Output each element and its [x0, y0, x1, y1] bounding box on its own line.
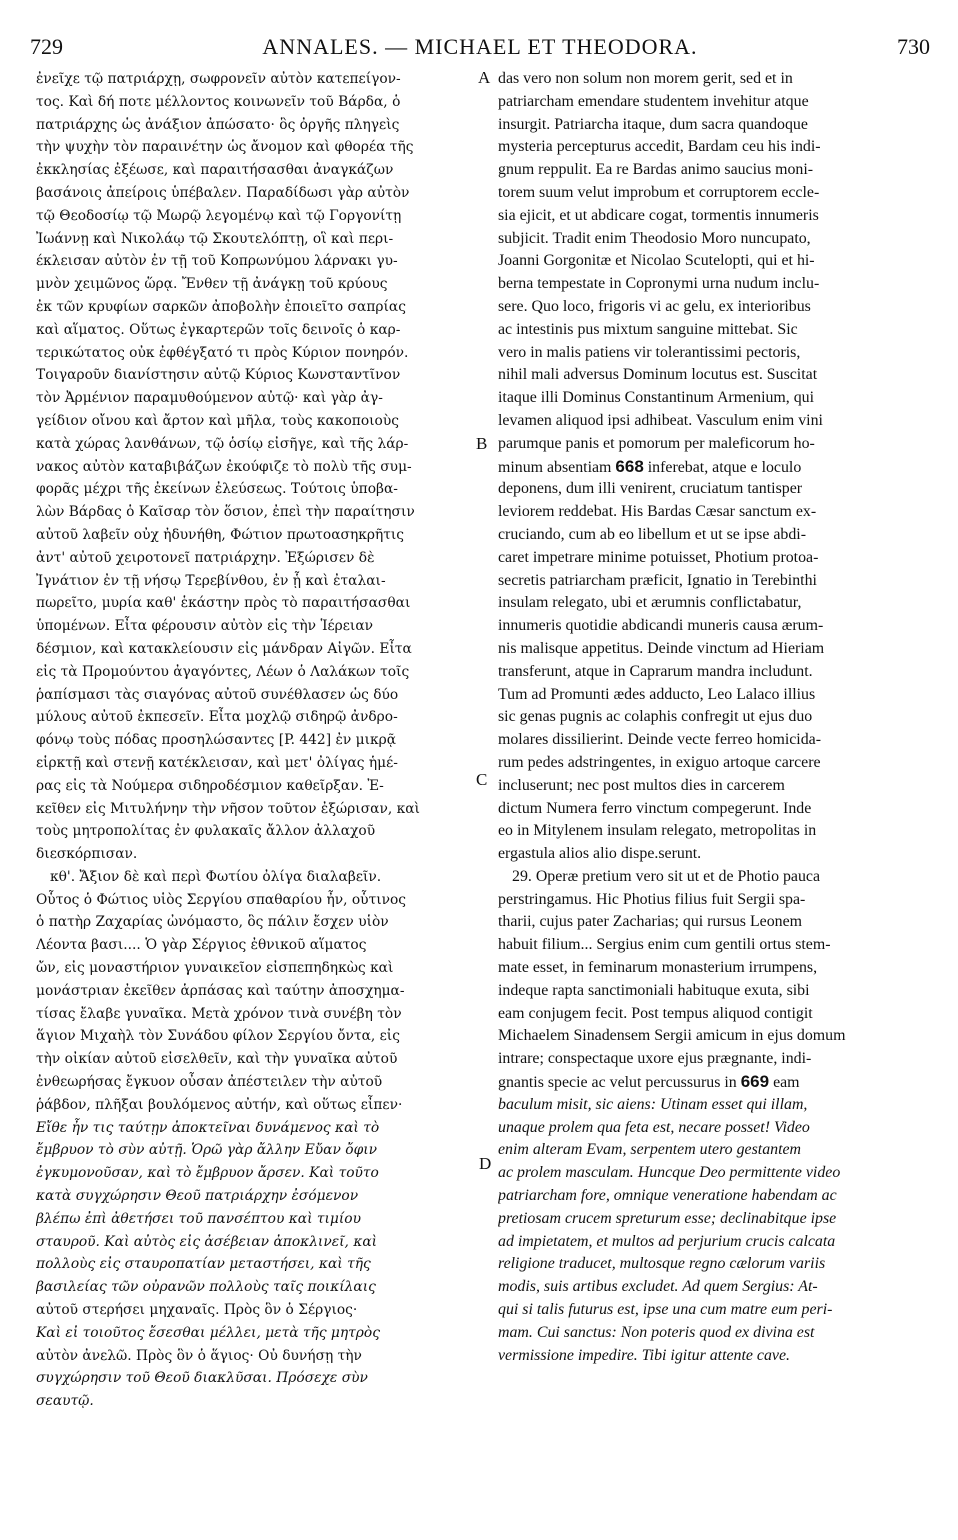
greek-text-line: τὸν Ἀρμένιον παραμυθούμενον αὐτῷ· καὶ γὰρ ἀγ- [36, 390, 383, 407]
greek-text-line: μονάστριαν ἐκεῖθεν ἁρπάσας καὶ ταύτην ἀποσχημα- [36, 982, 405, 999]
latin-text-line: sia ejicit, et ut abdicare cogat, tormentis innumeris [498, 206, 819, 224]
greek-text-line: βασάνοις ἀπείροις ὑπέβαλεν. Παραδίδωσι γὰρ αὐτὸν [36, 184, 410, 201]
latin-text-line: torem suum velut improbum et corruptorem eccle- [498, 183, 820, 201]
latin-text-line: rum pedes adstringentes, in exiguo artoque carcere [498, 753, 821, 771]
latin-text-line: parumque panis et pomorum per maleficorum ho- [498, 434, 815, 452]
latin-text-line: caret impetrare minime potuisset, Photium protoa- [498, 548, 819, 566]
greek-text-line: Καὶ εἰ τοιοῦτος ἔσεσθαι μέλλει, μετὰ τῆς μητρὸς [36, 1324, 380, 1341]
greek-text-line: ἅγιον Μιχαὴλ τὸν Συνάδου φίλον Σεργίου ὄντα, εἰς [36, 1028, 400, 1045]
greek-text-line: κεῖθεν εἰς Μιτυλήνην τὴν νῆσον τοῦτον ἐξώρισαν, καὶ [36, 800, 420, 817]
latin-text-line: levamen aliquod ipsi adhibeat. Vasculum enim vini [498, 411, 823, 429]
latin-text-line: innumeris quotidie abdicandi muneris causa ærum- [498, 617, 824, 635]
greek-text-line: εἰς τὰ Προμούντου ἀγαγόντες, Λέων ὁ Λαλάκων τοῖς [36, 663, 410, 680]
latin-text-line: habuit filium... Sergius enim cum gentili ortus stem- [498, 936, 831, 954]
greek-text-line: νακος αὐτὸν καταβιβάζων ἐκούφιζε τὸ πολὺ τῆς συμ- [36, 458, 412, 475]
greek-text-line: τος. Καὶ δή ποτε μέλλοντος κοινωνεῖν τοῦ Βάρδα, ὁ [36, 93, 401, 110]
latin-text-line: subjicit. Tradit enim Theodosio Moro nuncupato, [498, 229, 811, 247]
greek-text-line: μύλους αὐτοῦ ἐκπεσεῖν. Εἶτα μοχλῷ σιδηρῷ ἀνδρο- [36, 709, 398, 726]
latin-text-line: modis, suis artibus excludet. Ad quem Sergius: At- [498, 1278, 818, 1296]
greek-text-line: κατὰ χώρας λανθάνων, τῷ ὁσίῳ εἰσῆγε, καὶ τῆς λάρ- [36, 435, 409, 452]
latin-text-line: insulam relegato, ubi et ærumnis conflictabatur, [498, 594, 802, 612]
greek-text-line: έκλεισαν αὐτὸν ἐν τῇ τοῦ Κοπρωνύμου λάρνακι γυ- [36, 253, 398, 270]
greek-text-line: Οὗτος ὁ Φώτιος υἱὸς Σεργίου σπαθαρίου ἦν, οὗτινος [36, 891, 407, 908]
latin-text-line: leviorem reddebat. His Bardas Cæsar sanctum ex- [498, 503, 817, 521]
greek-text-line: πολλοὺς εἰς σταυροπατίαν μεταστήσει, καὶ τῆς [36, 1256, 371, 1273]
latin-text-line: 29. Operæ pretium vero sit ut et de Photio pauca [512, 867, 821, 885]
latin-text-line: baculum misit, sic aiens: Utinam esset qui illam, [498, 1095, 808, 1113]
latin-text-line: dictum Numera ferro vinctum compegerunt. Inde [498, 799, 812, 817]
greek-text-line: συγχώρησιν τοῦ Θεοῦ διακλῦσαι. Πρόσεχε σὺν [36, 1370, 368, 1387]
latin-text-line: secretis patriarcham præficit, Ignatio in Terebinthi [498, 571, 817, 589]
latin-text-line: itaque illi Dominus Constantinum Armenium, qui [498, 389, 815, 407]
greek-text-line: μνὸν χειμῶνος ὥρᾳ. Ἔνθεν τῇ ἀνάγκῃ τοῦ κρύους [36, 276, 388, 293]
greek-text-line: γείδιον οἴνου καὶ ἄρτον καὶ μῆλα, τοὺς κακοποιοὺς [36, 412, 399, 429]
latin-text-line: mysteria percepturus accedit, Bardam ceu his indi- [498, 138, 821, 156]
greek-text-line: βλέπω ἐπὶ ἀθετήσει τοῦ πανσέπτου καὶ τιμίου [36, 1210, 361, 1227]
latin-text-line: incluserunt; nec post multos dies in carcerem [498, 776, 785, 794]
latin-column [498, 68, 922, 1367]
greek-text-line: διεσκόρπισαν. [36, 846, 138, 863]
greek-text-line: αὐτοῦ λαβεῖν οὐχ ἠδυνήθη, Φώτιον πρωτοασηκρῆτις [36, 526, 405, 543]
latin-text-line: insurgit. Patriarcha itaque, dum sacra quandoque [498, 115, 808, 133]
greek-text-line: ὑπομένων. Εἶτα φέρουσιν αὐτὸν εἰς τὴν Ἱέρειαν [36, 618, 374, 635]
latin-text-line: cruciando, cum ab eo libellum et ut se ipse abdi- [498, 525, 807, 543]
latin-text-line: eam conjugem fecit. Post tempus aliquod contigit [498, 1004, 813, 1022]
greek-text-line: τῷ Θεοδοσίῳ τῷ Μωρῷ λεγομένῳ καὶ τῷ Γοργονίτῃ [36, 207, 402, 224]
latin-text-line: unaque prolem qua feta est, necare posset! Video [498, 1118, 810, 1136]
latin-text-line: nis malisque appetitus. Deinde vinctum ad Hieriam [498, 639, 825, 657]
latin-text-line: minum absentiam 668 inferebat, atque e loculo [498, 456, 802, 476]
latin-text-line: Joanni Gorgonitæ et Nicolao Scutelopti, qui et hi- [498, 252, 815, 270]
greek-text-line: σεαυτῷ. [36, 1393, 94, 1410]
latin-text-line: molares dissilierint. Deinde vecte ferreo homicida- [498, 731, 821, 749]
running-header [30, 34, 930, 64]
latin-text-line: patriarcham fore, omnique veneratione habendam ac [498, 1187, 837, 1205]
greek-text-line: ῥαπίσμασι τὰς σιαγόνας αὐτοῦ συνέθλασεν ὡς δύο [36, 686, 399, 703]
latin-text-line: sere. Quo loco, frigoris vi ac gelu, ex interioribus [498, 297, 811, 315]
greek-text-line: αὐτὸν ἀνελῶ. Πρὸς ὃν ὁ ἅγιος· Οὐ δυνήσῃ τὴν [36, 1347, 362, 1364]
latin-text-line: mate esset, in feminarum monasterium irrumpens, [498, 959, 818, 977]
latin-text-line: patriarcham emendare studentem invehitur atque [498, 92, 809, 110]
latin-text-line: Michaelem Sinadensem Sergii amicum in ejus domum [498, 1027, 846, 1045]
greek-text-line: Εἴθε ἦν τις ταύτῃν ἀποκτεῖναι δυνάμενος καὶ τὸ [36, 1119, 380, 1136]
greek-text-line: ἔμβρυον τὸ σὺν αὐτῇ. Ὁρῶ γὰρ ἄλλην Εὔαν ὄφιν [36, 1142, 378, 1159]
greek-text-line: ρας εἰς τὰ Νούμερα σιδηροδέσμιον καθεῖρξαν. Ἐ- [36, 777, 384, 794]
latin-text-line: berna tempestate in Copronymi urna nudum inclu- [498, 275, 820, 293]
greek-text-line: ὁ πατὴρ Ζαχαρίας ὠνόμαστο, ὃς πάλιν ἔσχεν υἱὸν [36, 914, 389, 931]
greek-text-line: πωρεῖτο, μυρία καθ' ἑκάστην πρὸς τὸ παραιτήσασθαι [36, 595, 411, 612]
greek-text-line: Ἰγνάτιον ἐν τῇ νήσῳ Τερεβίνθου, ἐν ᾗ καὶ ἐταλαι- [36, 572, 386, 589]
latin-text-line: intrare; conspectaque uxore ejus prægnante, indi- [498, 1050, 812, 1068]
greek-column [36, 68, 474, 1413]
greek-text-line: ὤν, εἰς μοναστήριον γυναικεῖον εἰσπεπηδηκὼς καὶ [36, 960, 394, 977]
latin-text-line: eo in Mitylenem insulam relegato, metropolitas in [498, 822, 817, 840]
latin-text-line: vero in malis patiens vir tolerantissimi pectoris, [498, 343, 801, 361]
section-marker-a: A [478, 68, 491, 87]
greek-text-line: φορᾶς μέχρι τῆς ἐκείνων ἐλεύσεως. Τούτοις ὑποβα- [36, 481, 398, 498]
inline-page-number: 669 [740, 1072, 770, 1092]
greek-text-line: σταυροῦ. Καὶ αὐτὸς εἰς ἀσέβειαν ἀποκλινεῖ, καὶ [36, 1233, 378, 1250]
latin-text-line: pretiosam crucem spreturum esse; declinabitque ipse [498, 1209, 837, 1227]
latin-text-line: ac intestinis pus mixtum sanguine mittebat. Sic [498, 320, 798, 338]
page-number-right: 730 [897, 34, 930, 59]
greek-text-line: ἐγκυμονοῦσαν, καὶ τὸ ἔμβρυον ἄρσεν. Καὶ τοῦτο [36, 1165, 379, 1182]
section-marker-d: D [479, 1154, 492, 1173]
latin-text-line: indeque rapta sanctimoniali habituque exuta, sibi [498, 981, 810, 999]
greek-text-line: τοὺς μητροπολίτας ἐν φυλακαῖς ἄλλον ἀλλαχοῦ [36, 823, 376, 840]
latin-text-line: perstringamus. Hic Photius filius fuit Sergii spa- [498, 890, 806, 908]
latin-text-line: gnantis specie ac velut percussurus in 669 eam [498, 1072, 800, 1092]
latin-text-line: mam. Cui sanctus: Non poteris quod ex divina est [498, 1323, 815, 1341]
greek-text-line: Τοιγαροῦν διανίστησιν αὐτῷ Κύριος Κωνσταντῖνον [36, 367, 401, 384]
greek-text-line: αὐτοῦ στερήσει μηχαναῖς. Πρὸς ὃν ὁ Σέργιος· [36, 1302, 358, 1319]
greek-text-line: τερικώτατος οὐκ ἐφθέγξατό τι πρὸς Κύριον πονηρόν. [36, 344, 409, 361]
greek-text-line: βασιλείας τῶν οὐρανῶν πολλοὺς ταῖς ποικίλαις [36, 1279, 376, 1296]
latin-text-line: vermissione impedire. Tibi igitur attente cave. [498, 1346, 791, 1364]
latin-text-line: qui si talis futurus est, ipse una cum matre eum peri- [498, 1301, 833, 1319]
greek-text-line: φόνῳ τοὺς πόδας προσηλώσαντες [P. 442] ἐν μικρᾷ [36, 732, 397, 749]
greek-text-line: Λέοντα βασι.... Ὁ γὰρ Σέργιος ἐθνικοῦ αἵματος [36, 937, 367, 954]
greek-text-line: εἱρκτῇ καὶ στενῇ κατέκλεισαν, καὶ μετ' ὀλίγας ἡμέ- [36, 754, 398, 771]
latin-text-line: sic genas pugnis ac colaphis confregit ut ejus duo [498, 708, 813, 726]
latin-text-line: nihil mali adversus Dominum locutus est. Suscitat [498, 366, 818, 384]
latin-text-line: ad impietatem, et multos ad perjurium crucis calcata [498, 1232, 836, 1250]
section-marker-c: C [476, 770, 488, 789]
latin-text-line: enim alteram Evam, serpentem utero gestantem [498, 1141, 802, 1159]
greek-text-line: τίσας ἔλαβε γυναῖκα. Μετὰ χρόνον τινὰ συνέβη τὸν [36, 1005, 402, 1022]
greek-text-line: ἀντ' αὐτοῦ χειροτονεῖ πατριάρχην. Ἐξώρισεν δὲ [36, 549, 375, 566]
greek-text-line: λὼν Βάρδας ὁ Καῖσαρ τὸν ὅσιον, ἐπεὶ τὴν παραίτησιν [36, 504, 415, 521]
latin-text-line: Tum ad Promunti ædes adducto, Leo Lalaco illius [498, 685, 816, 703]
greek-text-line: πατριάρχης ὡς ἀνάξιον ἀπώσατο· ὃς ὀργῆς πληγεὶς [36, 116, 400, 133]
latin-text-line: deponens, dum illi venirent, cruciatum tantisper [498, 480, 803, 498]
inline-page-number: 668 [615, 456, 644, 476]
greek-text-line: τὴν ψυχὴν τὸν παραινέτην ὡς ἄνομον καὶ φθορέα τῆς [36, 139, 414, 156]
latin-text-line: transferunt, atque in Caprarum mandra includunt. [498, 662, 813, 680]
page-number-left: 729 [30, 34, 63, 59]
greek-text-line: δέσμιον, καὶ κατακλείουσιν εἰς μάνδραν Αἰγῶν. Εἶτα [36, 640, 412, 657]
latin-text-line: ac prolem masculam. Huncque Deo permittente video [498, 1164, 841, 1182]
greek-text-line: τὴν οἰκίαν αὐτοῦ εἰσελθεῖν, καὶ τὴν γυναῖκα αὐτοῦ [36, 1051, 398, 1068]
greek-text-line: ἐκκλησίας ἐξέωσε, καὶ παραιτήσασθαι ἀναγκάζων [36, 162, 394, 179]
latin-text-line: ergastula alios alio dispe.serunt. [498, 845, 702, 863]
greek-text-line: καὶ αἵματος. Οὕτως ἐγκαρτερῶν τοῖς δεινοῖς ὁ καρ- [36, 321, 401, 338]
greek-text-line: κθ'. Ἄξιον δὲ καὶ περὶ Φωτίου ὀλίγα διαλαβεῖν. [50, 868, 382, 885]
greek-text-line: ἐκ τῶν κρυφίων σαρκῶν ἀποβολὴν ἐποιεῖτο σαπρίας [36, 298, 406, 315]
latin-text-line: das vero non solum non morem gerit, sed et in [498, 70, 793, 87]
latin-text-line: tharii, cujus pater Zacharias; qui rursus Leonem [498, 913, 803, 931]
latin-text-line: gnum reppulit. Ea re Bardas animo saucius moni- [498, 161, 814, 179]
section-marker-b: B [476, 434, 488, 453]
greek-text-line: ἐνθεωρήσας ἔγκυον οὖσαν ἀπέστειλεν τὴν αὐτοῦ [36, 1074, 383, 1091]
running-title: ANNALES. — MICHAEL ET THEODORA. [262, 34, 698, 59]
greek-text-line: Ἰωάννῃ καὶ Νικολάῳ τῷ Σκουτελόπτῃ, οἳ καὶ περι- [36, 230, 394, 247]
greek-text-line: ἐνεῖχε τῷ πατριάρχῃ, σωφρονεῖν αὐτὸν κατεπείγον- [36, 71, 401, 87]
greek-text-line: ῥάβδον, πλῆξαι βουλόμενος αὐτήν, καὶ οὕτως εἶπεν· [36, 1096, 403, 1113]
greek-text-line: κατὰ συγχώρησιν Θεοῦ πατριάρχην ἐσόμενον [36, 1188, 359, 1205]
latin-text-line: religione traducet, multosque regno cælorum variis [498, 1255, 826, 1273]
